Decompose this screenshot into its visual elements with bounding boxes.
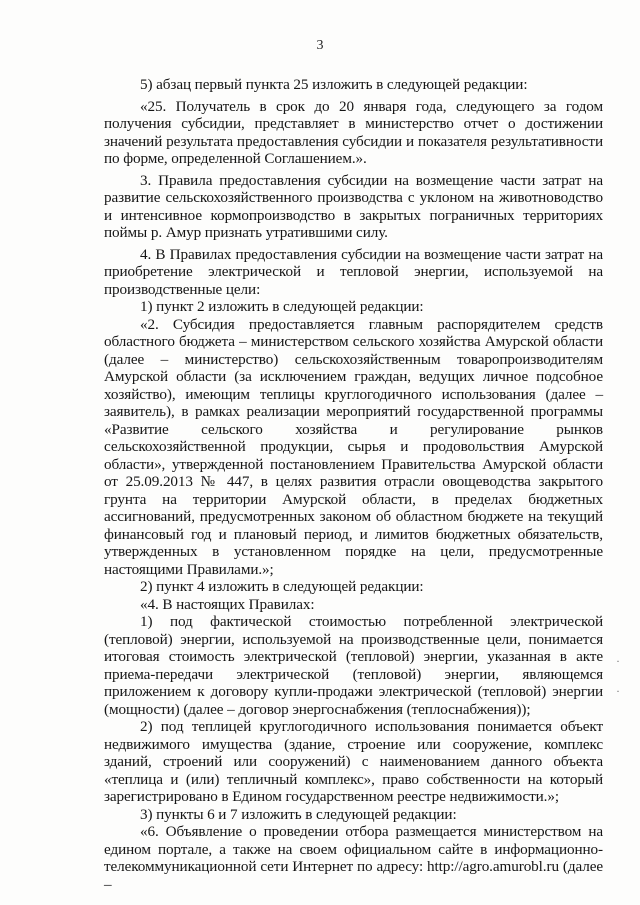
paragraph-amend-point-4: 2) пункт 4 изложить в следующей редакции: bbox=[140, 578, 424, 595]
paragraph-definition-1: 1) под фактической стоимостью потребленной электрической (тепловой) энергии, используемой на производственные цели, понимается итоговая стоимость электрической (тепловой) энергии, указанная в акте приема-передачи электрической (тепловой) энергии, являющемся приложением к договору купли-продажи электрической (тепловой) энергии (мощности) (далее – договор энергоснабжения (теплоснабжения)); bbox=[104, 613, 603, 718]
paragraph-point-4-heading: «4. В настоящих Правилах: bbox=[140, 595, 315, 613]
document-body bbox=[104, 76, 603, 893]
paragraph-item-25-text: «25. Получатель в срок до 20 января года, следующего за годом получения субсидии, представляет в министерство отчет о достижении значений результата предоставления субсидии и показателя результативности по форме, определенной Соглашением.». bbox=[104, 97, 603, 167]
paragraph-point-6-text: «6. Объявление о проведении отбора размещается министерством на едином портале, а также на своем официальном сайте в информационно-телекоммуникационной сети Интернет по адресу: http://agro.amurobl.ru (далее – bbox=[104, 823, 603, 893]
scan-margin-mark: · bbox=[616, 654, 620, 668]
scan-margin-mark: · bbox=[616, 684, 620, 698]
page-number: 3 bbox=[316, 38, 324, 53]
paragraph-definition-2: 2) под теплицей круглогодичного использования понимается объект недвижимого имущества (здание, строение или сооружение, комплекс зданий, строений или сооружений) с наименованием данного объекта «теплица и (или) тепличный комплекс», право собственности на который зарегистрировано в Едином государственном реестре недвижимости.»; bbox=[104, 718, 603, 805]
paragraph-point-2-text: «2. Субсидия предоставляется главным распорядителем средств областного бюджета – министерством сельского хозяйства Амурской области (далее – министерство) сельскохозяйственным товаропроизводителям Амурской области (за исключением граждан, ведущих личное подсобное хозяйство), имеющим теплицы круглогодичного использования (далее – заявитель), в рамках реализации мероприятий государственной программы «Развитие сельского хозяйства и регулирование рынков сельскохозяйственной продукции, сырья и продовольствия Амурской области», утвержденной постановлением Правительства Амурской области от 25.09.2013 № 447, в целях развития отрасли овощеводства закрытого грунта на территории Амурской области, в пределах бюджетных ассигнований, предусмотренных законом об областном бюджете на текущий финансовый год и плановый период, и лимитов бюджетных обязательств, утвержденных в установленном порядке на цели, предусмотренные настоящими Правилами.»; bbox=[104, 315, 603, 578]
paragraph-energy-rules-intro: 4. В Правилах предоставления субсидии на возмещение части затрат на приобретение электрической и тепловой энергии, используемой на производственные цели: bbox=[104, 245, 603, 298]
paragraph-rules-repealed: 3. Правила предоставления субсидии на возмещение части затрат на развитие сельскохозяйственного производства с уклоном на животноводство и интенсивное кормопроизводство в закрытых пограничных территориях поймы р. Амур признать утратившими силу. bbox=[104, 171, 603, 241]
paragraph-amend-points-6-7: 3) пункты 6 и 7 изложить в следующей редакции: bbox=[140, 805, 457, 823]
paragraph-amend-item-5: 5) абзац первый пункта 25 изложить в следующей редакции: bbox=[140, 76, 528, 93]
paragraph-amend-point-2: 1) пункт 2 изложить в следующей редакции: bbox=[140, 298, 424, 315]
